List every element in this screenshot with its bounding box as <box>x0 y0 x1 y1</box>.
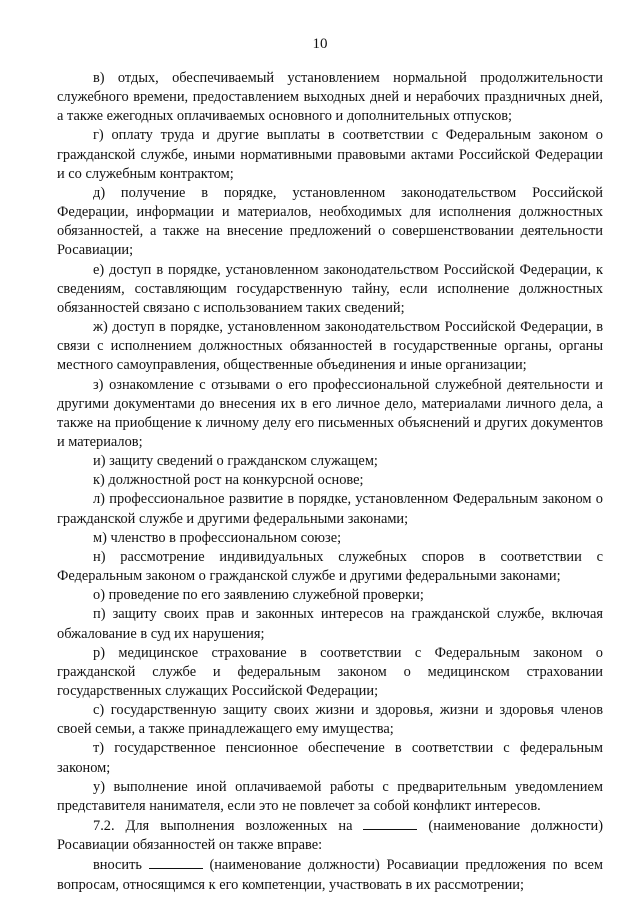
position-name-blank-2 <box>149 855 203 869</box>
paragraph-n: н) рассмотрение индивидуальных служебных споров в соответствии с Федеральным законом о гражданской службе и другими федеральными законами; <box>57 548 603 585</box>
section-7-2-tail: (наименование должности) Росавиации обязанностей он также вправе: <box>57 818 603 854</box>
paragraph-u: у) выполнение иной оплачиваемой работы с предварительным уведомлением представителя нанимателя, если это не повлечет за собой конфликт интересов. <box>57 778 603 814</box>
paragraph-zh: ж) доступ в порядке, установленном законодательством Российской Федерации, в связи с исполнением должностных обязанностей в государственные органы, органы местного самоуправления, общественные объединения и иные организации; <box>57 319 603 374</box>
vnosit-lead: вносить <box>93 857 142 874</box>
paragraph-d: д) получение в порядке, установленном законодательством Российской Федерации, информации и материалов, необходимых для исполнения должностных обязанностей, а также на внесение предложений о совершенствовании деятельности Росавиации; <box>57 184 603 259</box>
page-number: 10 <box>312 36 328 52</box>
paragraph-m: м) членство в профессиональном союзе; <box>93 529 342 546</box>
paragraph-l: л) профессиональное развитие в порядке, установленном Федеральным законом о гражданской службе и другими федеральными законами; <box>57 491 603 527</box>
paragraph-p: п) защиту своих прав и законных интересов на гражданской службе, включая обжалование в суд их нарушения; <box>57 606 603 642</box>
document-body <box>57 69 603 895</box>
paragraph-vnosit <box>57 855 603 894</box>
section-7-2-lead: 7.2. Для выполнения возложенных на <box>93 818 353 835</box>
paragraph-e: е) доступ в порядке, установленном законодательством Российской Федерации, к сведениям, составляющим государственную тайну, если исполнение должностных обязанностей связано с использованием таких сведений; <box>57 261 603 316</box>
paragraph-k: к) должностной рост на конкурсной основе; <box>93 472 364 489</box>
paragraph-z: з) ознакомление с отзывами о его профессиональной служебной деятельности и другими документами до внесения их в его личное дело, материалами личного дела, а также на приобщение к личному делу его письменных объяснений и других документов и материалов; <box>57 376 603 450</box>
paragraph-r: р) медицинское страхование в соответствии с Федеральным законом о гражданской службе и федеральным законом о медицинском страховании государственных служащих Российской Федерации; <box>57 644 603 699</box>
paragraph-i: и) защиту сведений о гражданском служащем; <box>93 453 378 470</box>
vnosit-tail: (наименование должности) Росавиации предложения по всем вопросам, относящимся к его компетенции, участвовать в их рассмотрении; <box>57 857 603 893</box>
paragraph-7-2 <box>57 816 603 855</box>
paragraph-v: в) отдых, обеспечиваемый установлением нормальной продолжительности служебного времени, предоставлением выходных дней и нерабочих праздничных дней, а также ежегодных оплачиваемых основного и дополнительных отпусков; <box>57 70 603 125</box>
paragraph-o: о) проведение по его заявлению служебной проверки; <box>93 587 424 604</box>
position-name-blank <box>363 816 417 830</box>
paragraph-t: т) государственное пенсионное обеспечение в соответствии с федеральным законом; <box>57 740 603 776</box>
paragraph-s: с) государственную защиту своих жизни и здоровья, жизни и здоровья членов своей семьи, а также принадлежащего ему имущества; <box>57 702 603 738</box>
paragraph-g: г) оплату труда и другие выплаты в соответствии с Федеральным законом о гражданской службе, иными нормативными правовыми актами Российской Федерации и со служебным контрактом; <box>57 127 603 182</box>
